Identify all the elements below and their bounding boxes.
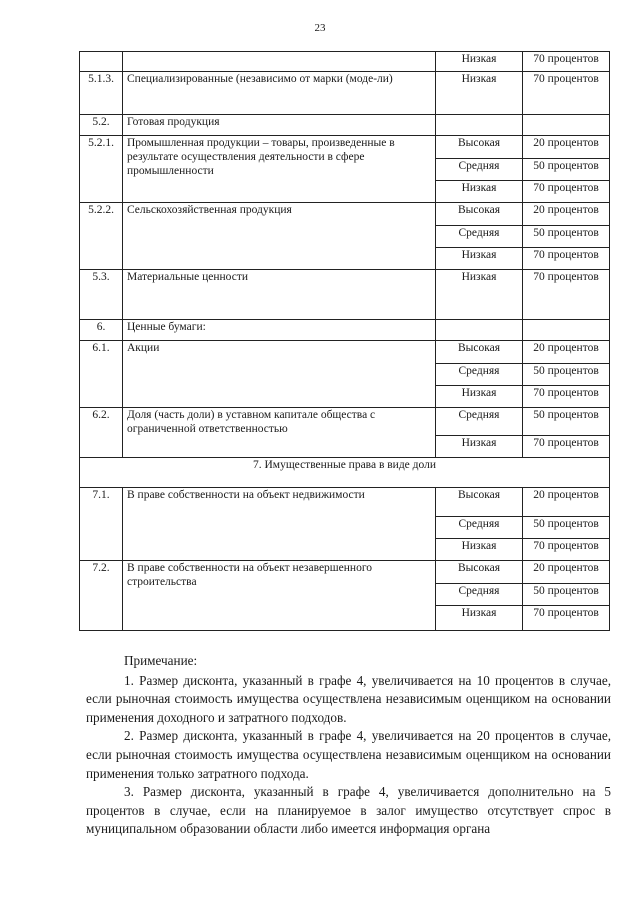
discount-cell: 70 процентов xyxy=(523,436,610,458)
table-row xyxy=(80,52,610,72)
num-cell: 7.1. xyxy=(80,488,123,561)
notes-title: Примечание: xyxy=(124,653,198,668)
num-cell: 5.2.2. xyxy=(80,203,123,270)
table-row xyxy=(80,72,610,115)
discount-cell: 70 процентов xyxy=(523,52,610,72)
name-cell: Сельскохозяйственная продукция xyxy=(123,203,436,270)
discount-cell xyxy=(523,320,610,341)
liquidity-cell: Низкая xyxy=(436,248,523,270)
liquidity-cell: Низкая xyxy=(436,52,523,72)
note-paragraph: 3. Размер дисконта, указанный в графе 4, увеличивается дополнительно на 5 процентов в случае, если на планируемое в залог имущество отсутствует спрос в муниципальном образовании области либо имеется информация органа xyxy=(86,784,611,837)
table-row xyxy=(80,320,610,341)
liquidity-cell: Низкая xyxy=(436,72,523,115)
liquidity-cell: Низкая xyxy=(436,539,523,561)
name-cell: Акции xyxy=(123,341,436,408)
liquidity-cell: Средняя xyxy=(436,584,523,606)
liquidity-cell: Высокая xyxy=(436,136,523,159)
liquidity-cell xyxy=(436,115,523,136)
note-paragraph: 2. Размер дисконта, указанный в графе 4, увеличивается на 20 процентов в случае, если рыночная стоимость имущества осуществлена независимым оценщиком на основании применения только затратного подхода. xyxy=(86,728,611,781)
discount-cell: 70 процентов xyxy=(523,72,610,115)
discount-cell: 50 процентов xyxy=(523,408,610,436)
liquidity-cell: Низкая xyxy=(436,386,523,408)
discount-table xyxy=(79,51,610,631)
name-cell: Промышленная продукции – товары, произведенные в результате осуществления деятельности в сфере промышленности xyxy=(123,136,436,203)
liquidity-cell: Низкая xyxy=(436,270,523,320)
liquidity-cell: Средняя xyxy=(436,517,523,539)
liquidity-cell: Высокая xyxy=(436,341,523,364)
page-number: 23 xyxy=(314,22,326,34)
discount-cell: 50 процентов xyxy=(523,364,610,386)
discount-cell: 50 процентов xyxy=(523,226,610,248)
table-row xyxy=(80,408,610,436)
table-row xyxy=(80,488,610,517)
discount-cell: 50 процентов xyxy=(523,584,610,606)
table-row xyxy=(80,270,610,320)
liquidity-cell xyxy=(436,320,523,341)
notes-section xyxy=(86,652,611,839)
liquidity-cell: Низкая xyxy=(436,436,523,458)
discount-cell: 70 процентов xyxy=(523,270,610,320)
table-row xyxy=(80,115,610,136)
name-cell xyxy=(123,52,436,72)
name-cell: Доля (часть доли) в уставном капитале общества с ограниченной ответственностью xyxy=(123,408,436,458)
table-row xyxy=(80,341,610,364)
discount-cell: 70 процентов xyxy=(523,386,610,408)
discount-cell: 20 процентов xyxy=(523,203,610,226)
table-row xyxy=(80,203,610,226)
liquidity-cell: Низкая xyxy=(436,181,523,203)
num-cell: 5.2.1. xyxy=(80,136,123,203)
discount-cell: 20 процентов xyxy=(523,561,610,584)
name-cell: В праве собственности на объект незавершенного строительства xyxy=(123,561,436,631)
num-cell: 6. xyxy=(80,320,123,341)
discount-cell: 20 процентов xyxy=(523,488,610,517)
liquidity-cell: Средняя xyxy=(436,226,523,248)
num-cell: 5.1.3. xyxy=(80,72,123,115)
discount-cell: 70 процентов xyxy=(523,181,610,203)
liquidity-cell: Средняя xyxy=(436,408,523,436)
num-cell: 6.1. xyxy=(80,341,123,408)
note-paragraph: 1. Размер дисконта, указанный в графе 4, увеличивается на 10 процентов в случае, если рыночная стоимость имущества осуществлена независимым оценщиком на основании применения доходного и затратного подходов. xyxy=(86,672,611,725)
num-cell xyxy=(80,52,123,72)
liquidity-cell: Средняя xyxy=(436,364,523,386)
name-cell: Материальные ценности xyxy=(123,270,436,320)
name-cell: Готовая продукция xyxy=(123,115,436,136)
num-cell: 7.2. xyxy=(80,561,123,631)
discount-cell: 70 процентов xyxy=(523,248,610,270)
table-row xyxy=(80,561,610,584)
table-row xyxy=(80,136,610,159)
num-cell: 6.2. xyxy=(80,408,123,458)
discount-cell: 50 процентов xyxy=(523,517,610,539)
table-row xyxy=(80,458,610,488)
discount-cell: 70 процентов xyxy=(523,606,610,631)
discount-cell: 20 процентов xyxy=(523,341,610,364)
name-cell: В праве собственности на объект недвижимости xyxy=(123,488,436,561)
liquidity-cell: Средняя xyxy=(436,159,523,181)
discount-cell xyxy=(523,115,610,136)
section-header: 7. Имущественные права в виде доли xyxy=(80,458,610,488)
liquidity-cell: Высокая xyxy=(436,203,523,226)
num-cell: 5.3. xyxy=(80,270,123,320)
liquidity-cell: Высокая xyxy=(436,561,523,584)
liquidity-cell: Высокая xyxy=(436,488,523,517)
discount-cell: 50 процентов xyxy=(523,159,610,181)
num-cell: 5.2. xyxy=(80,115,123,136)
discount-cell: 70 процентов xyxy=(523,539,610,561)
liquidity-cell: Низкая xyxy=(436,606,523,631)
discount-cell: 20 процентов xyxy=(523,136,610,159)
name-cell: Ценные бумаги: xyxy=(123,320,436,341)
name-cell: Специализированные (независимо от марки (моде-ли) xyxy=(123,72,436,115)
